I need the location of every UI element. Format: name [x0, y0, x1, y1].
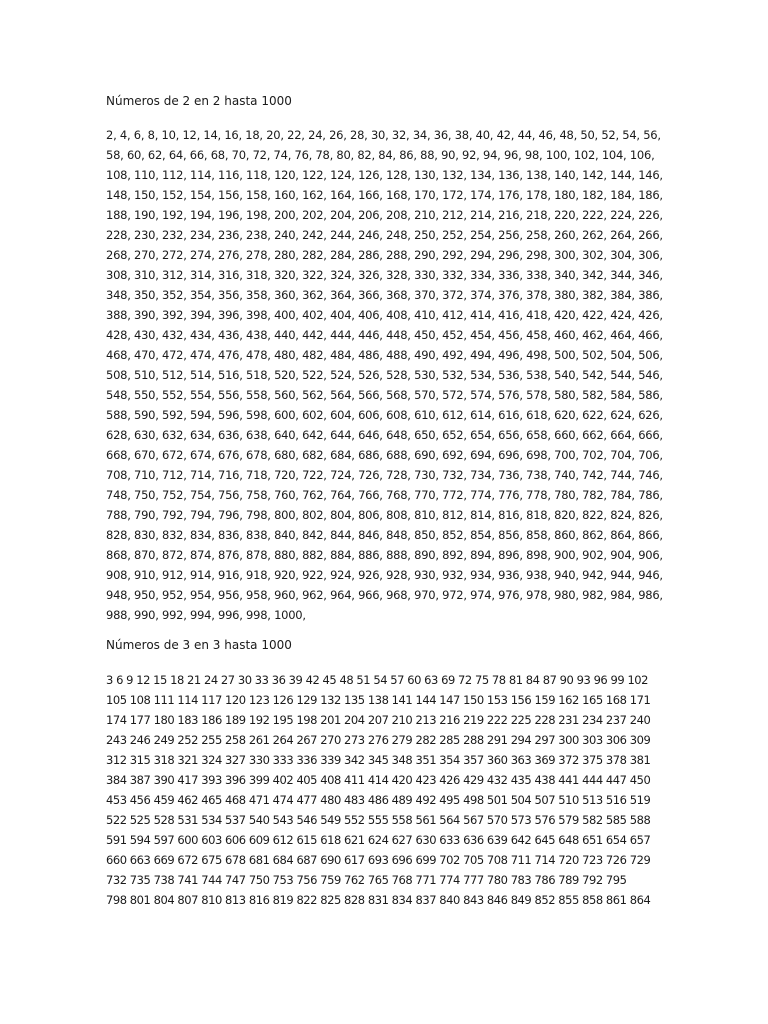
number-line: 798 801 804 807 810 813 816 819 822 825 828 831 834 837 840 843 846 849 852 855 858 861 864 [106, 893, 651, 907]
number-line: 388, 390, 392, 394, 396, 398, 400, 402, 404, 406, 408, 410, 412, 414, 416, 418, 420, 422, 424, 426, [106, 308, 663, 322]
number-line: 708, 710, 712, 714, 716, 718, 720, 722, 724, 726, 728, 730, 732, 734, 736, 738, 740, 742, 744, 746, [106, 468, 663, 482]
number-line: 588, 590, 592, 594, 596, 598, 600, 602, 604, 606, 608, 610, 612, 614, 616, 618, 620, 622, 624, 626, [106, 408, 663, 422]
number-line: 308, 310, 312, 314, 316, 318, 320, 322, 324, 326, 328, 330, 332, 334, 336, 338, 340, 342, 344, 346, [106, 268, 663, 282]
number-line: 453 456 459 462 465 468 471 474 477 480 483 486 489 492 495 498 501 504 507 510 513 516 519 [106, 793, 651, 807]
number-line: 105 108 111 114 117 120 123 126 129 132 135 138 141 144 147 150 153 156 159 162 165 168 171 [106, 693, 651, 707]
number-line: 591 594 597 600 603 606 609 612 615 618 621 624 627 630 633 636 639 642 645 648 651 654 657 [106, 833, 651, 847]
number-line: 468, 470, 472, 474, 476, 478, 480, 482, 484, 486, 488, 490, 492, 494, 496, 498, 500, 502, 504, 506, [106, 348, 663, 362]
number-line: 148, 150, 152, 154, 156, 158, 160, 162, 164, 166, 168, 170, 172, 174, 176, 178, 180, 182, 184, 186, [106, 188, 663, 202]
number-line: 3 6 9 12 15 18 21 24 27 30 33 36 39 42 45 48 51 54 57 60 63 69 72 75 78 81 84 87 90 93 96 99 102 [106, 673, 649, 687]
section-heading-threes: Números de 3 en 3 hasta 1000 [106, 638, 292, 652]
number-line: 268, 270, 272, 274, 276, 278, 280, 282, 284, 286, 288, 290, 292, 294, 296, 298, 300, 302, 304, 306, [106, 248, 663, 262]
number-line: 508, 510, 512, 514, 516, 518, 520, 522, 524, 526, 528, 530, 532, 534, 536, 538, 540, 542, 544, 546, [106, 368, 663, 382]
number-line: 348, 350, 352, 354, 356, 358, 360, 362, 364, 366, 368, 370, 372, 374, 376, 378, 380, 382, 384, 386, [106, 288, 663, 302]
number-line: 948, 950, 952, 954, 956, 958, 960, 962, 964, 966, 968, 970, 972, 974, 976, 978, 980, 982, 984, 986, [106, 588, 663, 602]
number-line: 988, 990, 992, 994, 996, 998, 1000, [106, 608, 306, 622]
number-line: 312 315 318 321 324 327 330 333 336 339 342 345 348 351 354 357 360 363 369 372 375 378 381 [106, 753, 651, 767]
number-line: 908, 910, 912, 914, 916, 918, 920, 922, 924, 926, 928, 930, 932, 934, 936, 938, 940, 942, 944, 946, [106, 568, 663, 582]
number-line: 174 177 180 183 186 189 192 195 198 201 204 207 210 213 216 219 222 225 228 231 234 237 240 [106, 713, 651, 727]
number-line: 660 663 669 672 675 678 681 684 687 690 617 693 696 699 702 705 708 711 714 720 723 726 729 [106, 853, 651, 867]
number-line: 668, 670, 672, 674, 676, 678, 680, 682, 684, 686, 688, 690, 692, 694, 696, 698, 700, 702, 704, 706, [106, 448, 663, 462]
number-line: 748, 750, 752, 754, 756, 758, 760, 762, 764, 766, 768, 770, 772, 774, 776, 778, 780, 782, 784, 786, [106, 488, 663, 502]
number-line: 2, 4, 6, 8, 10, 12, 14, 16, 18, 20, 22, 24, 26, 28, 30, 32, 34, 36, 38, 40, 42, 44, 46, 48, 50, 52, 54, 56, [106, 128, 661, 142]
number-line: 828, 830, 832, 834, 836, 838, 840, 842, 844, 846, 848, 850, 852, 854, 856, 858, 860, 862, 864, 866, [106, 528, 663, 542]
number-line: 868, 870, 872, 874, 876, 878, 880, 882, 884, 886, 888, 890, 892, 894, 896, 898, 900, 902, 904, 906, [106, 548, 663, 562]
number-line: 228, 230, 232, 234, 236, 238, 240, 242, 244, 246, 248, 250, 252, 254, 256, 258, 260, 262, 264, 266, [106, 228, 663, 242]
number-line: 243 246 249 252 255 258 261 264 267 270 273 276 279 282 285 288 291 294 297 300 303 306 309 [106, 733, 651, 747]
number-line: 58, 60, 62, 64, 66, 68, 70, 72, 74, 76, 78, 80, 82, 84, 86, 88, 90, 92, 94, 96, 98, 100, 102, 104, 106, [106, 148, 655, 162]
number-line: 788, 790, 792, 794, 796, 798, 800, 802, 804, 806, 808, 810, 812, 814, 816, 818, 820, 822, 824, 826, [106, 508, 663, 522]
number-line: 188, 190, 192, 194, 196, 198, 200, 202, 204, 206, 208, 210, 212, 214, 216, 218, 220, 222, 224, 226, [106, 208, 663, 222]
number-line: 732 735 738 741 744 747 750 753 756 759 762 765 768 771 774 777 780 783 786 789 792 795 [106, 873, 627, 887]
number-line: 628, 630, 632, 634, 636, 638, 640, 642, 644, 646, 648, 650, 652, 654, 656, 658, 660, 662, 664, 666, [106, 428, 663, 442]
number-list-evens [106, 125, 662, 625]
number-line: 548, 550, 552, 554, 556, 558, 560, 562, 564, 566, 568, 570, 572, 574, 576, 578, 580, 582, 584, 586, [106, 388, 663, 402]
number-line: 108, 110, 112, 114, 116, 118, 120, 122, 124, 126, 128, 130, 132, 134, 136, 138, 140, 142, 144, 146, [106, 168, 663, 182]
number-list-threes [106, 670, 662, 910]
number-line: 428, 430, 432, 434, 436, 438, 440, 442, 444, 446, 448, 450, 452, 454, 456, 458, 460, 462, 464, 466, [106, 328, 663, 342]
section-heading-evens: Números de 2 en 2 hasta 1000 [106, 94, 292, 108]
number-line: 522 525 528 531 534 537 540 543 546 549 552 555 558 561 564 567 570 573 576 579 582 585 588 [106, 813, 651, 827]
number-line: 384 387 390 417 393 396 399 402 405 408 411 414 420 423 426 429 432 435 438 441 444 447 450 [106, 773, 651, 787]
